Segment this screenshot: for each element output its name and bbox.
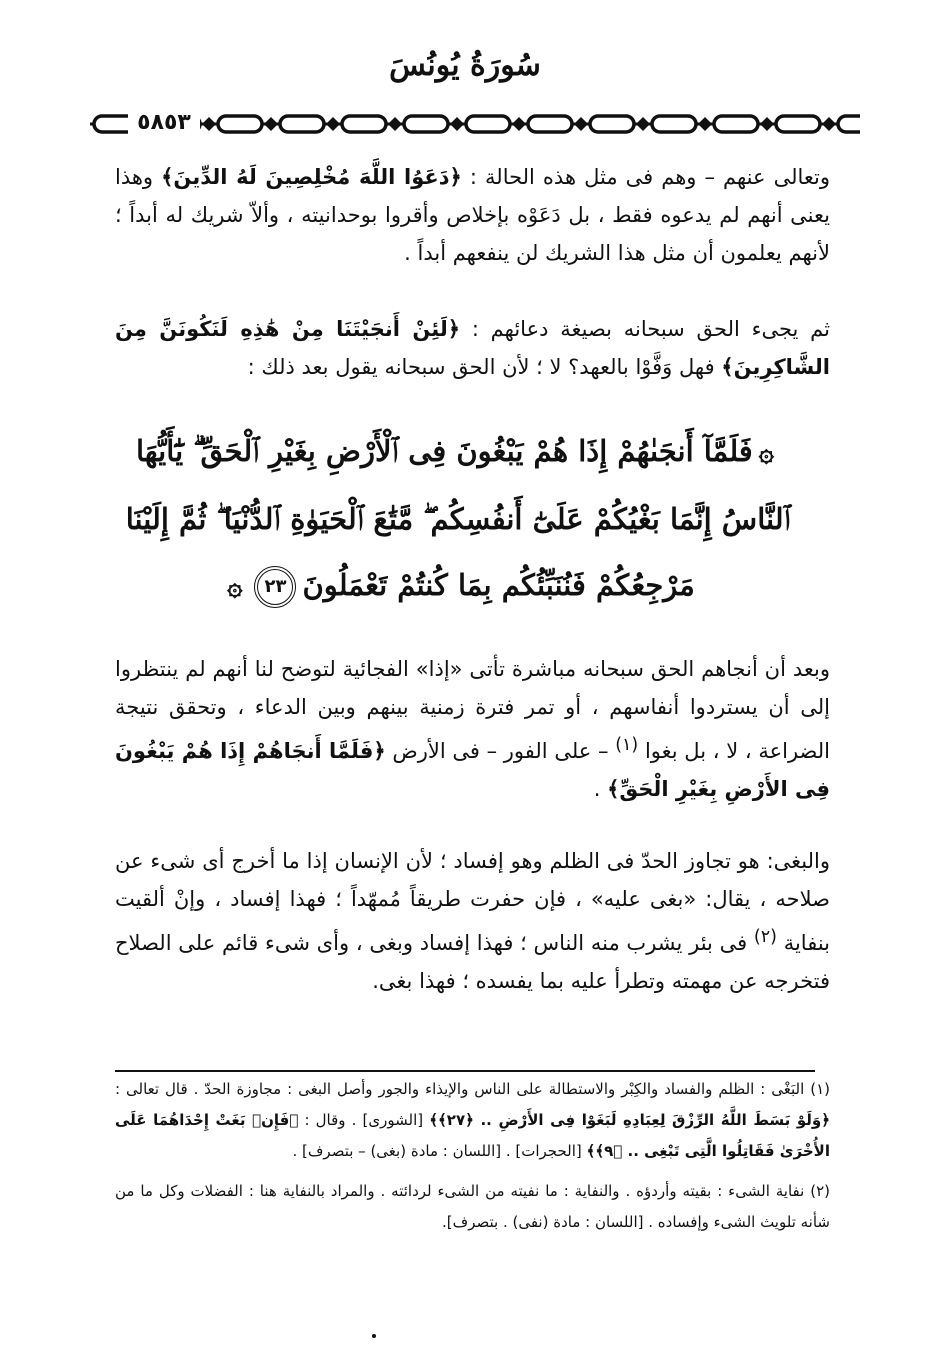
- paragraph-2: [115, 310, 830, 386]
- band-diamond: [574, 117, 588, 131]
- paragraph-text: وتعالى عنهم – وهم فى مثل هذه الحالة :: [461, 165, 830, 189]
- band-diamond: [822, 117, 836, 131]
- footnote-text: [الشورى] . وقال :: [298, 1111, 430, 1129]
- footnote-ref: (١): [615, 735, 639, 755]
- paragraph-text: – على الفور – فى الأرض: [385, 739, 616, 763]
- band-link: [590, 116, 634, 132]
- paragraph-text: وبعد أن أنجاهم الحق سبحانه مباشرة تأتى «إذا» الفجائية لتوضح لنا أنهم لم ينتظروا إلى أن يستردوا أنفاسهم ، أو تمر فترة زمنية بينهم وبين الدعاء ، وتحقق نتيجة الضراعة ، لا ، بل بغوا: [115, 657, 830, 763]
- band-link: [342, 116, 386, 132]
- footnote-text: [الحجرات] . [اللسان : مادة (بغى) – بتصرف] .: [292, 1142, 587, 1160]
- footnote-1: [115, 1074, 830, 1167]
- band-diamond: [698, 117, 712, 131]
- surah-title: سُورَةُ يُونُسَ: [389, 48, 541, 83]
- footnote-text: (١) البَغْى : الظلم والفساد والكِبْر والاستطالة على الناس والإيذاء والجور وأصل البغى : مجاوزة الحدّ . قال تعالى :: [115, 1080, 830, 1098]
- footnote-divider: [115, 1070, 815, 1072]
- band-diamond: [202, 117, 216, 131]
- footnote-quote: ﴿وَلَوْ بَسَطَ اللَّهُ الرِّزْقَ لِعِبَادِهِ لَبَغَوْا فِى الأَرْضِ .. ﴿٢٧﴾﴾: [429, 1111, 831, 1129]
- quran-quote: ﴿فَلَمَّا أَنجَاهُمْ إِذَا هُمْ يَبْغُونَ فِى الأَرْضِ بِغَيْرِ الْحَقِّ﴾: [115, 739, 830, 801]
- band-diamond: [512, 117, 526, 131]
- paragraph-text: .: [593, 777, 608, 801]
- footnote-2: [115, 1176, 830, 1238]
- footnote-quote: ﴿فَإِنۢ بَغَتْ إِحْدَاهُمَا عَلَى الأُخْرَىٰ فَقَاتِلُوا الَّتِى تَبْغِى .. ﴿٩﴾﴾: [115, 1111, 830, 1160]
- verse-open-ornament-icon: ۞: [758, 438, 775, 468]
- quran-verse-block: [108, 418, 808, 620]
- quran-quote: ﴿دَعَوُا اللَّهَ مُخْلِصِينَ لَهُ الدِّينَ﴾: [161, 165, 462, 189]
- band-link: [280, 116, 324, 132]
- quran-quote: ﴿لَئِنْ أَنجَيْتَنَا مِنْ هَٰذِهِ لَنَكُونَنَّ مِنَ الشَّاكِرِينَ﴾: [115, 317, 830, 379]
- band-link: [218, 116, 262, 132]
- footnote-text: (٢) نفاية الشىء : بقيته وأردؤه . والنفاية : ما نفيته من الشىء لردائته . والمراد بالنفاية هنا : الفضلات وكل ما من شأنه تلويث الشىء وإفساده . [اللسان : مادة (نفى) . بتصرف].: [115, 1182, 830, 1231]
- page-number: ٥٨٥٣: [128, 108, 200, 138]
- band-diamond: [264, 117, 278, 131]
- band-diamond: [388, 117, 402, 131]
- verse-text: فَلَمَّآ أَنجَىٰهُمْ إِذَا هُمْ يَبْغُونَ فِى ٱلْأَرْضِ بِغَيْرِ ٱلْحَقِّ ۗ يَٰٓأَيُّهَا ٱلنَّاسُ إِنَّمَا بَغْيُكُمْ عَلَىٰٓ أَنفُسِكُم ۖ مَّتَٰعَ ٱلْحَيَوٰةِ ٱلدُّنْيَا ۖ ثُمَّ إِلَيْنَا مَرْجِعُكُمْ فَنُنَبِّئُكُم بِمَا كُنتُمْ تَعْمَلُونَ: [125, 434, 791, 602]
- header-ornament-band: [90, 112, 860, 136]
- footnote-ref: (٢): [753, 927, 777, 947]
- band-link: [652, 116, 696, 132]
- page-dot: [372, 1334, 376, 1338]
- chain-ornament-icon: [90, 112, 860, 136]
- band-diamond: [760, 117, 774, 131]
- band-diamond: [636, 117, 650, 131]
- band-link: [404, 116, 448, 132]
- paragraph-text: ثم يجىء الحق سبحانه بصيغة دعائهم :: [460, 317, 830, 341]
- paragraph-4: [115, 842, 830, 1000]
- band-diamond: [450, 117, 464, 131]
- verse-close-ornament-icon: ۞: [227, 572, 243, 602]
- band-link: [714, 116, 758, 132]
- band-link: [776, 116, 820, 132]
- paragraph-text: وهذا يعنى أنهم لم يدعوه فقط ، بل دَعَوْه بإخلاص وأقروا بوحدانيته ، وألاّ شريك له أبداً ؛ لأنهم يعلمون أن مثل هذا الشريك لن ينفعهم أبداً .: [115, 165, 830, 265]
- band-link: [838, 116, 860, 132]
- paragraph-text: فى بئر يشرب منه الناس ؛ فهذا إفساد وبغى ، وأى شىء قائم على الصلاح فتخرجه عن مهمته وتطرأ عليه بما يفسده ؛ فهذا بغى.: [115, 931, 830, 993]
- paragraph-text: فهل وَفَّوْا بالعهد؟ لا ؛ لأن الحق سبحانه يقول بعد ذلك :: [247, 355, 722, 379]
- band-link: [466, 116, 510, 132]
- band-diamond: [326, 117, 340, 131]
- verse-number: ٢٣: [254, 566, 296, 608]
- paragraph-1: [115, 158, 830, 272]
- paragraph-3: [115, 650, 830, 808]
- paragraph-text: والبغى: هو تجاوز الحدّ فى الظلم وهو إفساد ؛ لأن الإنسان إذا ما أخرج أى شىء عن صلاحه ، يقال: «بغى عليه» ، فإن حفرت طريقاً مُمهّداً ؛ فهذا إفساد ، وإنْ ألقيت بنفاية: [115, 849, 830, 955]
- band-link: [528, 116, 572, 132]
